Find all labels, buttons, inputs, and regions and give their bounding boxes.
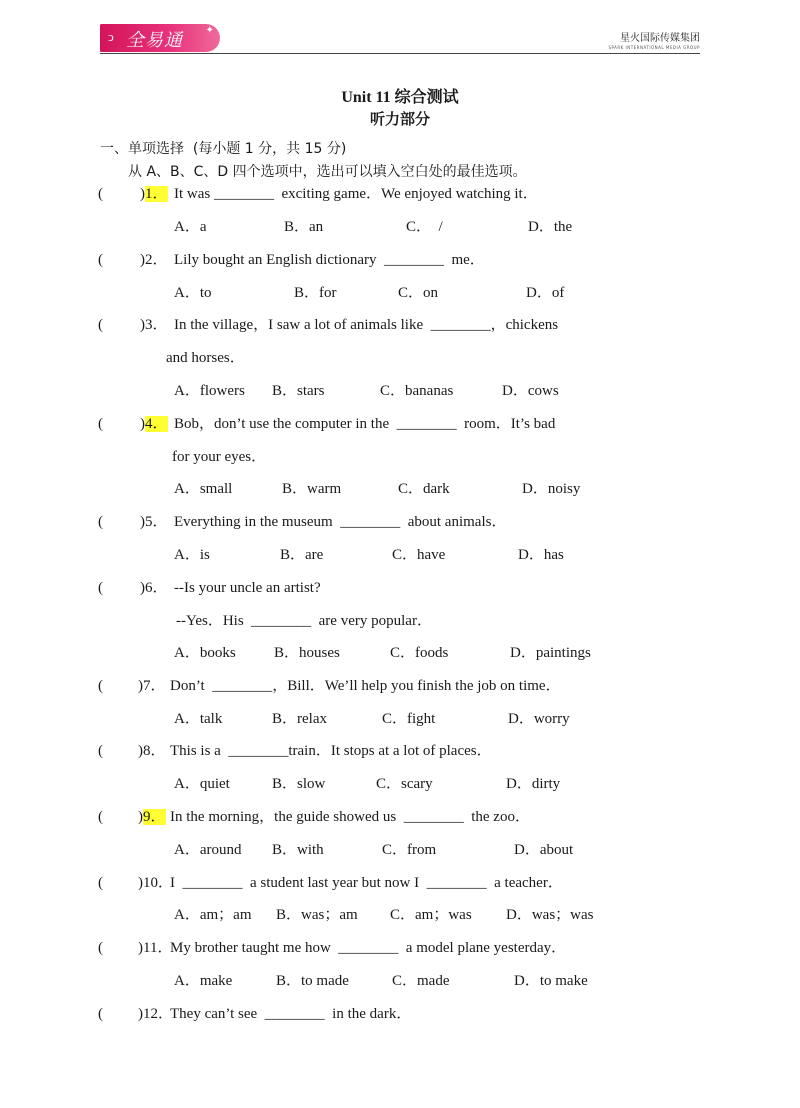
- question-paren: ): [138, 678, 143, 694]
- question-number-dot: ．: [158, 875, 174, 891]
- answer-bracket[interactable]: (: [98, 743, 103, 759]
- question-number-dot: ．: [152, 186, 168, 202]
- question-number-dot: ．: [152, 416, 168, 432]
- answer-option[interactable]: A．am；am: [174, 907, 252, 923]
- question-number-text: 6: [145, 580, 153, 596]
- answer-option[interactable]: A．books: [174, 645, 236, 661]
- question-text: This is a ________train．It stops at a lot of places．: [170, 743, 492, 759]
- question-text: It was ________ exciting game．We enjoyed watching it．: [174, 186, 538, 202]
- answer-option[interactable]: A．is: [174, 547, 210, 563]
- question-number-text: 7: [143, 678, 151, 694]
- question-number: [140, 250, 168, 270]
- star-icon: ✦: [205, 25, 214, 36]
- question-number-dot: ．: [152, 580, 168, 596]
- question-number-text: 5: [145, 514, 153, 530]
- question-number: [138, 807, 166, 827]
- answer-option[interactable]: B．relax: [272, 711, 327, 727]
- question-number-dot: ．: [152, 252, 168, 268]
- publisher-name: 星火国际传媒集团: [620, 33, 700, 44]
- answer-option[interactable]: C．dark: [398, 481, 450, 497]
- answer-option[interactable]: B．houses: [274, 645, 340, 661]
- question-number: [138, 1004, 173, 1024]
- question-text: Don’t ________，Bill．We’ll help you finish the job on time．: [170, 678, 561, 694]
- answer-option[interactable]: C．fight: [382, 711, 436, 727]
- answer-option[interactable]: C．am；was: [390, 907, 472, 923]
- answer-bracket[interactable]: (: [98, 514, 103, 530]
- question-text: --Yes．His ________ are very popular．: [176, 613, 432, 629]
- question-text: In the morning，the guide showed us ________ the zoo．: [170, 809, 530, 825]
- question-paren: ): [140, 580, 145, 596]
- answer-option[interactable]: D．the: [528, 219, 573, 235]
- answer-option[interactable]: D．cows: [502, 383, 559, 399]
- question-paren: ): [140, 416, 145, 432]
- answer-option[interactable]: A．a: [174, 219, 207, 235]
- question-paren: ): [138, 875, 143, 891]
- question-number-dot: ．: [150, 809, 166, 825]
- question-paren: ): [140, 186, 145, 202]
- answer-bracket[interactable]: (: [98, 940, 103, 956]
- answer-option[interactable]: D．noisy: [522, 481, 581, 497]
- question-number: [138, 873, 173, 893]
- question-number-text: 2: [145, 252, 153, 268]
- answer-option[interactable]: B．stars: [272, 383, 325, 399]
- question-number-dot: ．: [152, 514, 168, 530]
- question-number-text: 3: [145, 317, 153, 333]
- question-text: and horses．: [166, 350, 245, 366]
- question-number-text: 9: [143, 809, 151, 825]
- answer-option[interactable]: A．around: [174, 842, 242, 858]
- answer-option[interactable]: B．warm: [282, 481, 342, 497]
- logo-swirl-icon: ↄ: [108, 29, 114, 44]
- brand-logo: [100, 24, 220, 52]
- question-number: [138, 741, 166, 761]
- answer-bracket[interactable]: (: [98, 809, 103, 825]
- answer-option[interactable]: D．about: [514, 842, 574, 858]
- answer-option[interactable]: B．to made: [276, 973, 349, 989]
- page-subtitle: 听力部分: [369, 110, 430, 128]
- answer-option[interactable]: B．slow: [272, 776, 326, 792]
- question-number-text: 10: [143, 875, 158, 891]
- question-text: My brother taught me how ________ a model plane yesterday．: [170, 940, 567, 956]
- answer-option[interactable]: C．have: [392, 547, 446, 563]
- answer-option[interactable]: D．has: [518, 547, 564, 563]
- answer-option[interactable]: D．to make: [514, 973, 588, 989]
- question-number: [140, 414, 168, 434]
- answer-bracket[interactable]: (: [98, 416, 103, 432]
- answer-option[interactable]: A．flowers: [174, 383, 245, 399]
- answer-option[interactable]: A．make: [174, 973, 233, 989]
- answer-bracket[interactable]: (: [98, 875, 103, 891]
- answer-option[interactable]: B．are: [280, 547, 324, 563]
- question-number: [140, 578, 168, 598]
- question-number: [140, 315, 168, 335]
- answer-bracket[interactable]: (: [98, 678, 103, 694]
- question-text: Bob，don’t use the computer in the ________ room．It’s bad: [174, 416, 556, 432]
- question-text: They can’t see ________ in the dark．: [170, 1006, 412, 1022]
- page-title: Unit 11 综合测试: [341, 89, 459, 106]
- answer-option[interactable]: A．talk: [174, 711, 223, 727]
- question-number-text: 1: [145, 186, 153, 202]
- answer-bracket[interactable]: (: [98, 1006, 103, 1022]
- answer-option[interactable]: C．scary: [376, 776, 433, 792]
- answer-option[interactable]: D．worry: [508, 711, 570, 727]
- question-number-dot: ．: [157, 940, 173, 956]
- question-paren: ): [140, 514, 145, 530]
- question-number-text: 11: [143, 940, 158, 956]
- answer-option[interactable]: A．to: [174, 285, 212, 301]
- answer-option[interactable]: C． /: [406, 219, 443, 235]
- question-number-dot: ．: [158, 1006, 174, 1022]
- question-number: [140, 512, 168, 532]
- question-paren: ): [138, 809, 143, 825]
- question-paren: ): [138, 1006, 143, 1022]
- question-text: Everything in the museum ________ about animals．: [174, 514, 507, 530]
- section-heading: 一、单项选择 (每小题 1 分，共 15 分): [100, 141, 347, 157]
- question-text: In the village，I saw a lot of animals like ________，chickens: [174, 317, 559, 333]
- question-text: for your eyes．: [172, 449, 267, 465]
- answer-bracket[interactable]: (: [98, 317, 103, 333]
- answer-option[interactable]: A．small: [174, 481, 233, 497]
- question-number-dot: ．: [150, 678, 166, 694]
- question-number-text: 8: [143, 743, 151, 759]
- question-number: [140, 184, 168, 204]
- publisher: [608, 29, 700, 50]
- answer-option[interactable]: D．was；was: [506, 907, 594, 923]
- answer-option[interactable]: A．quiet: [174, 776, 230, 792]
- answer-option[interactable]: B．for: [294, 285, 337, 301]
- logo-text: 全易通: [126, 30, 183, 51]
- header-divider: [100, 53, 700, 54]
- answer-option[interactable]: B．an: [284, 219, 324, 235]
- publisher-subtitle: SPARK INTERNATIONAL MEDIA GROUP: [608, 45, 700, 50]
- answer-option[interactable]: D．dirty: [506, 776, 561, 792]
- question-number-text: 4: [145, 416, 153, 432]
- answer-bracket[interactable]: (: [98, 252, 103, 268]
- question-text: I ________ a student last year but now I ________ a teacher．: [170, 875, 563, 891]
- question-number: [138, 938, 172, 958]
- question-paren: ): [140, 317, 145, 333]
- question-paren: ): [138, 743, 143, 759]
- question-number-dot: ．: [150, 743, 166, 759]
- answer-option[interactable]: D．paintings: [510, 645, 591, 661]
- answer-option[interactable]: B．was；am: [276, 907, 358, 923]
- question-paren: ): [140, 252, 145, 268]
- question-number-dot: ．: [152, 317, 168, 333]
- answer-option[interactable]: C．on: [398, 285, 439, 301]
- answer-option[interactable]: C．made: [392, 973, 450, 989]
- answer-option[interactable]: C．from: [382, 842, 437, 858]
- question-text: Lily bought an English dictionary ________ me．: [174, 252, 485, 268]
- question-paren: ): [138, 940, 143, 956]
- question-number: [138, 676, 166, 696]
- answer-bracket[interactable]: (: [98, 186, 103, 202]
- section-instruction: 从 A、B、C、D 四个选项中，选出可以填入空白处的最佳选项。: [128, 164, 527, 180]
- question-number-text: 12: [143, 1006, 158, 1022]
- answer-option[interactable]: B．with: [272, 842, 324, 858]
- answer-option[interactable]: C．foods: [390, 645, 449, 661]
- answer-option[interactable]: D．of: [526, 285, 565, 301]
- answer-bracket[interactable]: (: [98, 580, 103, 596]
- question-text: --Is your uncle an artist?: [174, 580, 321, 596]
- answer-option[interactable]: C．bananas: [380, 383, 454, 399]
